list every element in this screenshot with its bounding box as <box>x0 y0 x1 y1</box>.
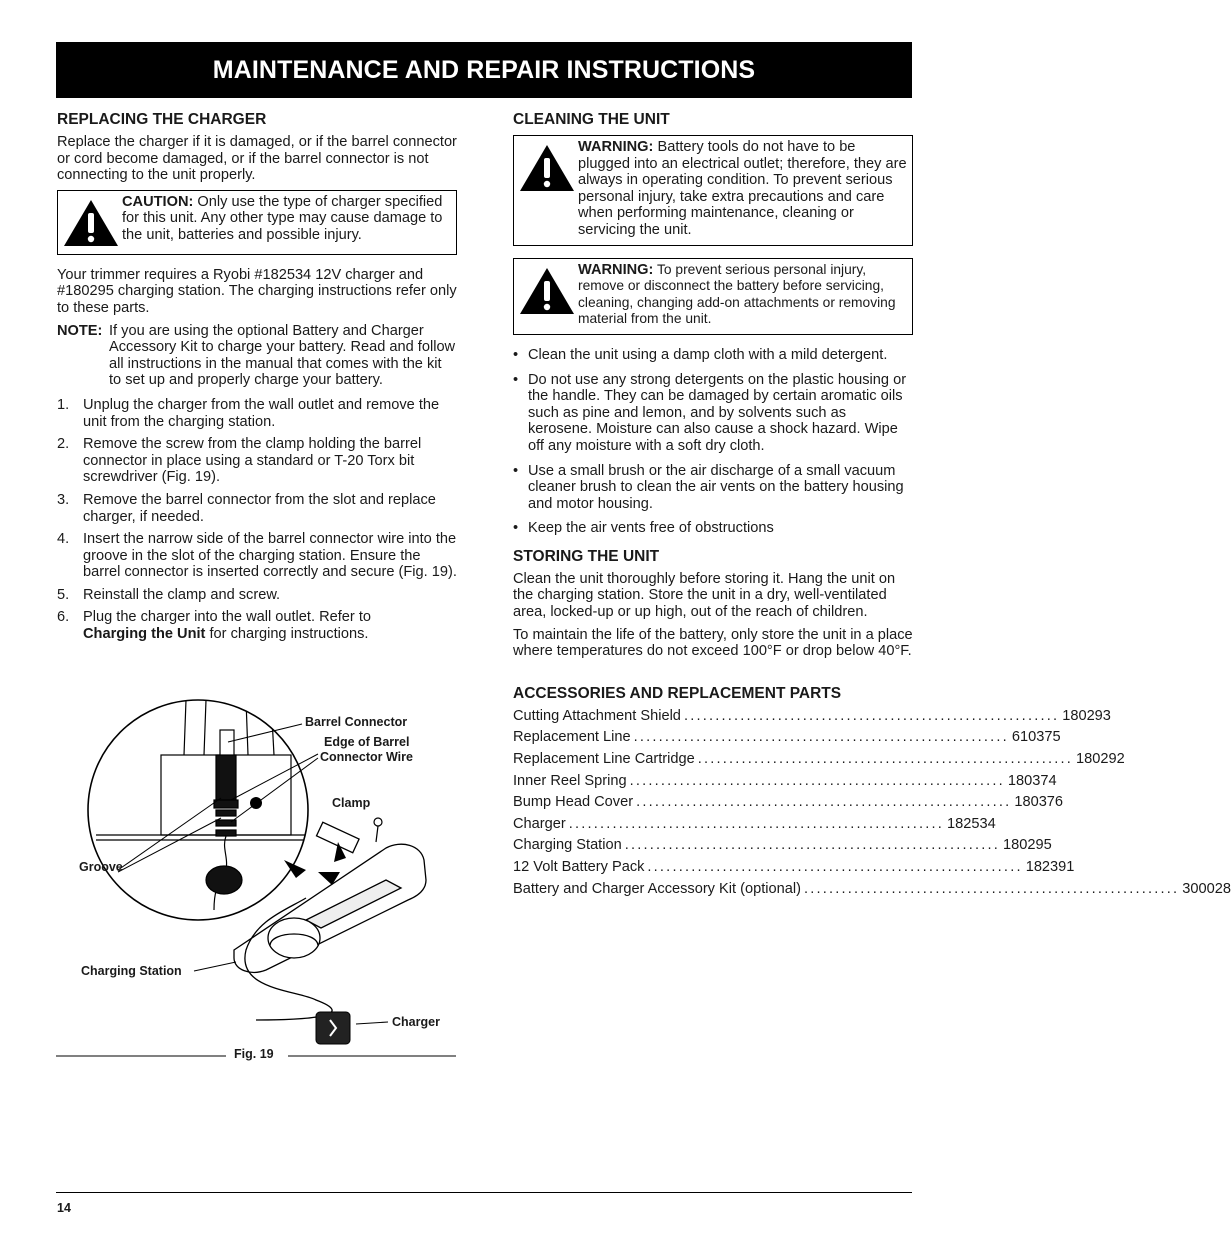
replacing-intro: Replace the charger if it is damaged, or if the barrel connector or cord become damaged, or if the barrel connector is not connecting to the unit properly. <box>57 134 457 184</box>
note <box>57 323 457 389</box>
warning-triangle-icon <box>60 194 122 248</box>
note-text: If you are using the optional Battery and Charger Accessory Kit to charge your battery. Read and follow all instructions in the manual that comes with the kit to set up and properly charge your battery. <box>109 322 456 389</box>
label-groove: Groove <box>79 860 123 874</box>
list-item: • Do not use any strong detergents on the plastic housing or the handle. They can be damaged by certain aromatic oils such as pine and lemon, and by solvents such as kerosene. Moisture can also cause a shock hazard. Wipe off any moisture with a soft dry cloth. <box>513 371 907 454</box>
list-item: Inner Reel Spring ............................................................ 180374 <box>513 772 1057 789</box>
list-item: • Use a small brush or the air discharge of a small vacuum cleaner brush to clean the air vents on the battery housing and motor housing. <box>513 462 904 512</box>
caution-text: Only use the type of charger specified for this unit. Any other type may cause damage to the unit, batteries and possible injury. <box>122 193 443 243</box>
list-item: • Keep the air vents free of obstructions <box>513 520 774 537</box>
figure-caption: Fig. 19 <box>234 1047 274 1061</box>
warning-box-1 <box>513 135 913 246</box>
list-item: 2. Remove the screw from the clamp holding the barrel connector in place using a standard or T-20 Torx bit screwdriver (Fig. 19). <box>57 436 422 486</box>
list-item: Battery and Charger Accessory Kit (optional) ............................................................ 300028 <box>513 880 1231 897</box>
right-column <box>513 110 1231 902</box>
replacing-charger-heading: REPLACING THE CHARGER <box>57 111 267 128</box>
parts-heading: ACCESSORIES AND REPLACEMENT PARTS <box>513 684 842 702</box>
list-item: 1. Unplug the charger from the wall outlet and remove the unit from the charging station. <box>57 396 440 430</box>
page-title: MAINTENANCE AND REPAIR INSTRUCTIONS <box>56 42 912 98</box>
warning-triangle-icon <box>516 139 578 239</box>
warning-box-2 <box>513 258 913 335</box>
cleaning-heading: CLEANING THE UNIT <box>513 111 670 128</box>
label-edge-line2: Connector Wire <box>320 750 413 764</box>
list-item: 6. Plug the charger into the wall outlet. Refer to Charging the Unit for charging instructions. <box>57 609 371 643</box>
warning2-label: WARNING: <box>578 261 654 278</box>
caution-box <box>57 190 457 255</box>
list-item: Charging Station ............................................................ 180295 <box>513 837 1052 854</box>
footer-divider <box>56 1192 912 1193</box>
label-barrel-connector: Barrel Connector <box>305 715 408 729</box>
label-clamp: Clamp <box>332 796 371 810</box>
warning1-label: WARNING: <box>578 139 654 155</box>
storing-p1: Clean the unit thoroughly before storing it. Hang the unit on the charging station. Store the unit in a dry, well-ventilated area, locked-up or up high, out of the reach of children. <box>513 570 896 621</box>
list-item: 3. Remove the barrel connector from the slot and replace charger, if needed. <box>57 491 436 525</box>
left-column <box>57 110 457 649</box>
list-item: Charger ............................................................ 182534 <box>513 815 996 832</box>
list-item: 4. Insert the narrow side of the barrel connector wire into the groove in the slot of the charging station. Ensure the barrel connector is inserted correctly and secure (Fig. 19). <box>57 531 457 581</box>
warning2-text: To prevent serious personal injury, remove or disconnect the battery before servicing, cleaning, changing add-on attachments or removing material from the unit. <box>578 261 896 327</box>
storing-heading: STORING THE UNIT <box>513 547 660 565</box>
label-edge-line1: Edge of Barrel <box>324 735 410 749</box>
figure-19 <box>56 700 456 1070</box>
list-item: 5. Reinstall the clamp and screw. <box>57 586 281 603</box>
warning-triangle-icon <box>516 262 578 328</box>
note-label: NOTE: <box>57 322 103 339</box>
warning1-text: Battery tools do not have to be plugged into an electrical outlet; therefore, they are always in operating condition. To prevent serious personal injury, take extra precautions and care when performing maintenance, cleaning or servicing the unit. <box>578 139 907 238</box>
list-item: Replacement Line ............................................................ 610375 <box>513 729 1061 746</box>
steps-list <box>57 397 457 643</box>
caution-label: CAUTION: <box>122 193 194 210</box>
list-item: • Clean the unit using a damp cloth with a mild detergent. <box>513 346 888 363</box>
list-item: 12 Volt Battery Pack ............................................................ 182391 <box>513 859 1075 875</box>
list-item: Cutting Attachment Shield ............................................................ 180293 <box>513 707 1111 724</box>
label-charging-station: Charging Station <box>81 964 182 978</box>
page-number: 14 <box>57 1201 71 1215</box>
label-charger: Charger <box>392 1015 440 1029</box>
list-item: Bump Head Cover ............................................................ 180376 <box>513 794 1064 811</box>
parts-list <box>513 707 1231 902</box>
storing-p2: To maintain the life of the battery, only store the unit in a place where temperatures do not exceed 100°F or drop below 40°F. <box>513 626 913 660</box>
list-item: Replacement Line Cartridge ............................................................ 180292 <box>513 751 1125 768</box>
cleaning-bullets <box>513 347 913 537</box>
requires-text: Your trimmer requires a Ryobi #182534 12V charger and #180295 charging station. The charging instructions refer only to these parts. <box>57 266 457 316</box>
